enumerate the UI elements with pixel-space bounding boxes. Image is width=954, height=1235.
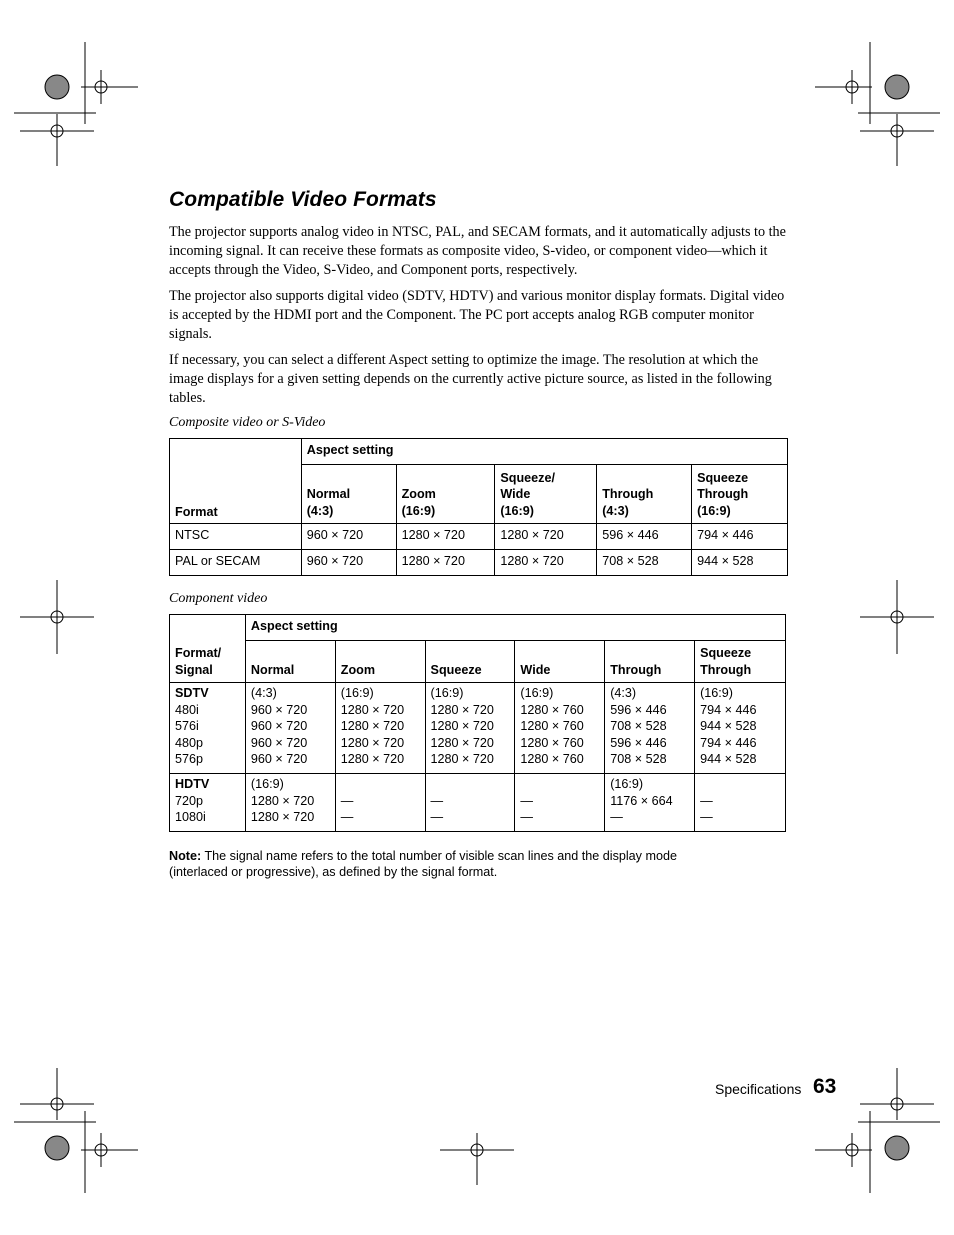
- column-header: Normal: [245, 641, 335, 683]
- value-cell: 708 × 528: [597, 550, 692, 576]
- paragraph-aspect: If necessary, you can select a different Aspect setting to optimize the image. The resolution at which the image displays for a given setting depends on the currently active picture source, as listed in the following tables.: [169, 352, 772, 406]
- column-header: Through (4:3): [597, 465, 692, 524]
- value-cell: (16:9) 1280 × 720 1280 × 720: [245, 774, 335, 832]
- value-cell: 1280 × 720: [495, 550, 597, 576]
- value-cell: — —: [515, 774, 605, 832]
- signal-cell: SDTV 480i 576i 480p 576p: [170, 683, 246, 774]
- value-cell: 1280 × 720: [396, 550, 495, 576]
- column-header: Zoom: [335, 641, 425, 683]
- signal-cell: HDTV 720p 1080i: [170, 774, 246, 832]
- value-cell: 944 × 528: [692, 550, 788, 576]
- aspect-setting-header: Aspect setting: [245, 615, 785, 641]
- column-header: Wide: [515, 641, 605, 683]
- composite-video-table: [169, 438, 788, 576]
- column-header: Zoom (16:9): [396, 465, 495, 524]
- note-text: The signal name refers to the total number of visible scan lines and the display mode (interlaced or progressive), as defined by the signal format.: [169, 849, 677, 879]
- paragraph-digital: The projector also supports digital video (SDTV, HDTV) and various monitor display formats. Digital video is accepted by the HDMI port and the Component. The PC port accepts analog RGB computer monitor signals.: [169, 288, 785, 342]
- table-row: [170, 524, 788, 550]
- note: [169, 849, 729, 880]
- value-cell: 1280 × 720: [396, 524, 495, 550]
- table2-caption: Component video: [169, 591, 268, 606]
- column-header: Squeeze Through: [695, 641, 786, 683]
- value-cell: (16:9) 1280 × 760 1280 × 760 1280 × 760 1280 × 760: [515, 683, 605, 774]
- note-label: Note:: [169, 849, 202, 863]
- page-number: 63: [813, 1075, 837, 1098]
- column-header: Squeeze Through (16:9): [692, 465, 788, 524]
- value-cell: 960 × 720: [301, 550, 396, 576]
- paragraph-intro: The projector supports analog video in NTSC, PAL, and SECAM formats, and it automatically adjusts to the incoming signal. It can receive these formats as composite video, S-video, or component video—which it accepts through the Video, S-Video, and Component ports, respectively.: [169, 224, 786, 278]
- value-cell: 596 × 446: [597, 524, 692, 550]
- footer-section-label: Specifications: [715, 1081, 802, 1097]
- column-header: Squeeze: [425, 641, 515, 683]
- page-title: Compatible Video Formats: [169, 188, 437, 211]
- table-row-sdtv: [170, 683, 786, 774]
- table-row: [170, 550, 788, 576]
- aspect-setting-header: Aspect setting: [301, 439, 787, 465]
- value-cell: (16:9) 1176 × 664 —: [605, 774, 695, 832]
- value-cell: 794 × 446: [692, 524, 788, 550]
- format-header: Format: [170, 439, 302, 524]
- column-header: Normal (4:3): [301, 465, 396, 524]
- value-cell: 960 × 720: [301, 524, 396, 550]
- format-signal-header: Format/ Signal: [170, 615, 246, 683]
- value-cell: (16:9) 1280 × 720 1280 × 720 1280 × 720 1280 × 720: [425, 683, 515, 774]
- value-cell: (16:9) 1280 × 720 1280 × 720 1280 × 720 1280 × 720: [335, 683, 425, 774]
- value-cell: — —: [695, 774, 786, 832]
- table1-caption: Composite video or S-Video: [169, 415, 326, 430]
- component-video-table: [169, 614, 786, 832]
- column-header: Through: [605, 641, 695, 683]
- value-cell: (4:3) 960 × 720 960 × 720 960 × 720 960 × 720: [245, 683, 335, 774]
- value-cell: (16:9) 794 × 446 944 × 528 794 × 446 944 × 528: [695, 683, 786, 774]
- format-cell: PAL or SECAM: [170, 550, 302, 576]
- value-cell: 1280 × 720: [495, 524, 597, 550]
- column-header: Squeeze/ Wide (16:9): [495, 465, 597, 524]
- value-cell: (4:3) 596 × 446 708 × 528 596 × 446 708 × 528: [605, 683, 695, 774]
- value-cell: — —: [425, 774, 515, 832]
- format-cell: NTSC: [170, 524, 302, 550]
- table-row-hdtv: [170, 774, 786, 832]
- value-cell: — —: [335, 774, 425, 832]
